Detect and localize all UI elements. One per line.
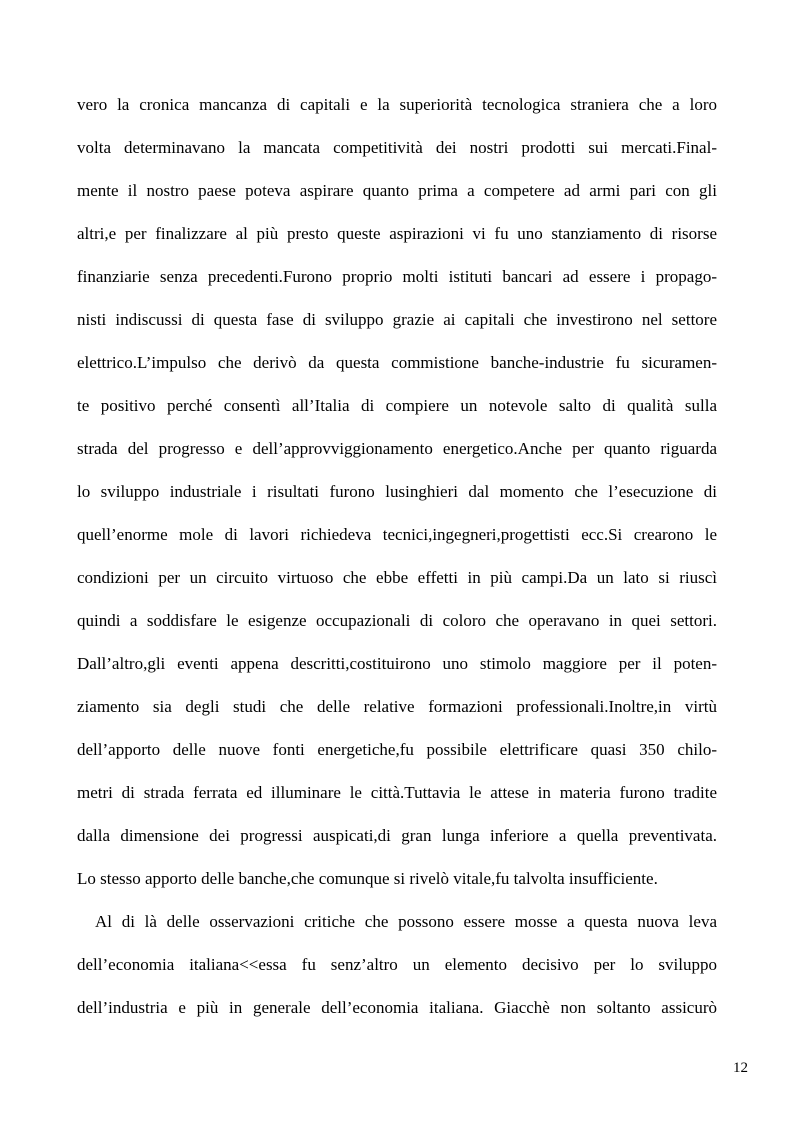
text-line: altri,e per finalizzare al più presto queste aspirazioni vi fu uno stanziamento di risorse: [77, 224, 717, 243]
text-line: dell’economia italiana<<essa fu senz’altro un elemento decisivo per lo sviluppo: [77, 955, 717, 974]
text-line: dell’apporto delle nuove fonti energetiche,fu possibile elettrificare quasi 350 chilo-: [77, 740, 717, 759]
text-line: quell’enorme mole di lavori richiedeva tecnici,ingegneri,progettisti ecc.Si crearono le: [77, 525, 717, 544]
text-line: finanziarie senza precedenti.Furono proprio molti istituti bancari ad essere i propago-: [77, 267, 717, 286]
paragraph-end-line: Lo stesso apporto delle banche,che comunque si rivelò vitale,fu talvolta insufficiente.: [77, 869, 658, 888]
text-line: ziamento sia degli studi che delle relative formazioni professionali.Inoltre,in virtù: [77, 697, 717, 716]
text-line: volta determinavano la mancata competitività dei nostri prodotti sui mercati.Final-: [77, 138, 717, 157]
text-line: Dall’altro,gli eventi appena descritti,costituirono uno stimolo maggiore per il poten-: [77, 654, 717, 673]
text-line: elettrico.L’impulso che derivò da questa commistione banche-industrie fu sicuramen-: [77, 353, 717, 372]
text-line: te positivo perché consentì all’Italia di compiere un notevole salto di qualità sulla: [77, 396, 717, 415]
text-line: dell’industria e più in generale dell’economia italiana. Giacchè non soltanto assicurò: [77, 998, 717, 1017]
text-line: mente il nostro paese poteva aspirare quanto prima a competere ad armi pari con gli: [77, 181, 717, 200]
text-line: strada del progresso e dell’approvviggionamento energetico.Anche per quanto riguarda: [77, 439, 717, 458]
text-line: lo sviluppo industriale i risultati furono lusinghieri dal momento che l’esecuzione di: [77, 482, 717, 501]
text-line: dalla dimensione dei progressi auspicati,di gran lunga inferiore a quella preventivata.: [77, 826, 717, 845]
text-line: nisti indiscussi di questa fase di sviluppo grazie ai capitali che investirono nel settore: [77, 310, 717, 329]
paragraph-first-line: Al di là delle osservazioni critiche che possono essere mosse a questa nuova leva: [95, 912, 717, 931]
page-number: 12: [733, 1060, 748, 1076]
text-line: quindi a soddisfare le esigenze occupazionali di coloro che operavano in quei settori.: [77, 611, 717, 630]
text-line: vero la cronica mancanza di capitali e la superiorità tecnologica straniera che a loro: [77, 95, 717, 114]
text-line: metri di strada ferrata ed illuminare le città.Tuttavia le attese in materia furono tradite: [77, 783, 717, 802]
text-line: condizioni per un circuito virtuoso che ebbe effetti in più campi.Da un lato si riuscì: [77, 568, 717, 587]
